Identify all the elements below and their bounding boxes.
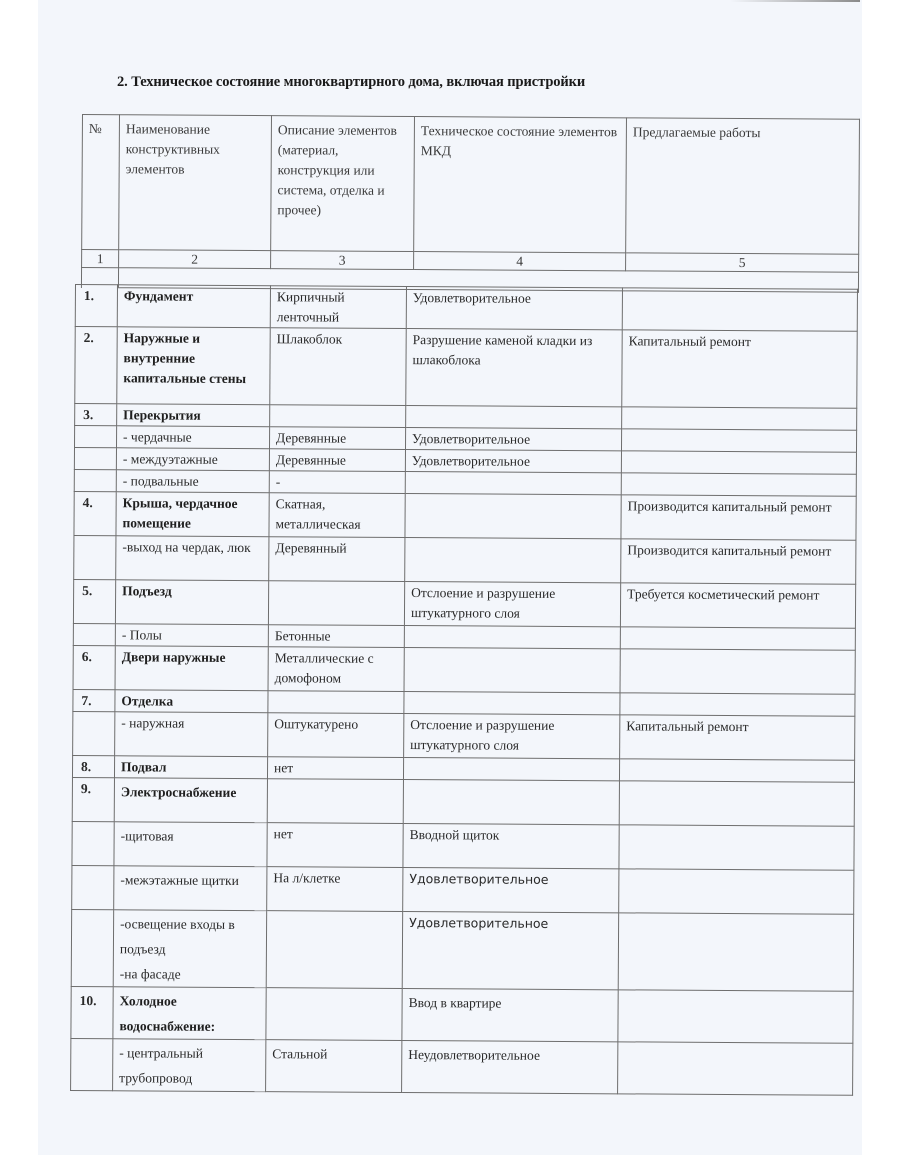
table-header (81, 114, 860, 293)
column-number: 5 (626, 253, 859, 272)
row-number (71, 909, 113, 986)
row-number: 10. (71, 986, 113, 1038)
row-element-name: -выход на чердак, люк (116, 536, 269, 581)
row-condition: Удовлетворительное (406, 287, 622, 330)
row-description (267, 779, 403, 824)
row-works (621, 429, 856, 452)
row-works: Капитальный ремонт (620, 715, 855, 760)
column-number: 2 (119, 250, 271, 269)
table-row (73, 645, 855, 694)
row-condition: Удовлетворительное (403, 868, 619, 913)
row-condition (403, 780, 619, 825)
row-description: Оштукатурено (268, 713, 404, 758)
row-description (266, 988, 402, 1041)
row-description: - (269, 471, 405, 494)
row-number: 2. (75, 327, 117, 404)
row-works (619, 781, 854, 826)
column-number: 4 (414, 252, 626, 271)
column-number: 1 (82, 250, 119, 268)
row-element-name: - Полы (115, 624, 268, 647)
row-condition (405, 538, 621, 583)
row-number (74, 535, 116, 579)
row-number (72, 865, 114, 909)
row-number: 5. (73, 579, 115, 623)
row-element-name: - подвальные (116, 470, 269, 493)
row-description (268, 691, 404, 714)
row-works (622, 407, 857, 430)
table-row (74, 491, 856, 540)
row-works (619, 825, 854, 870)
row-works (618, 1042, 853, 1095)
row-condition (404, 648, 620, 693)
row-number: 4. (74, 491, 116, 535)
row-description: Кирпичный ленточный (270, 286, 406, 329)
table-row (75, 327, 857, 409)
row-element-name: Холодное водоснабжение: (113, 987, 266, 1040)
row-description: Скатная, металлическая (269, 493, 405, 538)
row-condition: Удовлетворительное (405, 428, 621, 451)
row-condition: Разрушение каменой кладки из шлакоблока (406, 329, 622, 407)
row-number (72, 821, 114, 865)
row-number: 9. (72, 777, 114, 821)
row-element-name: Двери наружные (115, 646, 268, 691)
row-works (621, 451, 856, 474)
row-works: Производится капитальный ремонт (621, 539, 856, 584)
page-edge-shadow (730, 0, 860, 2)
row-element-name: - чердачные (117, 426, 270, 449)
row-element-name: -освещение входы в подъезд -на фасаде (113, 910, 266, 988)
row-number (71, 1038, 113, 1090)
header-number: № (82, 115, 120, 250)
row-condition (405, 494, 621, 539)
table-row (71, 1038, 853, 1095)
row-element-name: Подъезд (115, 580, 268, 625)
row-description: Деревянные (269, 427, 405, 450)
row-condition: Отслоение и разрушение штукатурного слоя (404, 714, 620, 759)
row-number: 8. (72, 755, 114, 777)
condition-table (70, 284, 858, 1096)
row-number: 3. (75, 404, 117, 426)
row-element-name: Отделка (115, 690, 268, 713)
row-description: Шлакоблок (270, 328, 406, 406)
section-title: 2. Техническое состояние многоквартирного дома, включая пристройки (117, 74, 586, 90)
table-row (72, 777, 854, 826)
row-condition (405, 472, 621, 495)
row-works: Требуется косметический ремонт (620, 583, 855, 628)
row-description: нет (267, 823, 403, 868)
row-element-name: Перекрытия (117, 404, 270, 427)
row-number (73, 623, 115, 645)
row-works (620, 627, 855, 650)
row-works (622, 288, 857, 331)
row-description: На л/клетке (267, 867, 403, 912)
row-description (266, 911, 402, 989)
row-number (74, 469, 116, 491)
row-condition (406, 406, 622, 429)
header-element-name: Наименование конструктивных элементов (119, 115, 272, 251)
row-description: нет (267, 757, 403, 780)
row-description: Деревянный (269, 537, 405, 582)
row-number (73, 711, 115, 755)
table-row (74, 535, 856, 584)
row-element-name: Электроснабжение (114, 778, 267, 823)
row-condition: Ввод в квартире (402, 989, 618, 1042)
row-number: 1. (75, 285, 117, 327)
table-row (75, 285, 857, 332)
table-row (73, 711, 855, 760)
table-row (72, 865, 854, 914)
row-element-name: Фундамент (117, 285, 270, 328)
row-condition (403, 758, 619, 781)
row-description (268, 581, 404, 626)
row-element-name: Наружные и внутренние капитальные стены (117, 327, 270, 405)
table-row (72, 821, 854, 870)
header-row (82, 115, 860, 255)
column-number: 3 (271, 251, 414, 270)
row-condition: Удовлетворительное (402, 912, 618, 990)
header-description: Описание элементов (материал, конструкция или система, отделка и прочее) (271, 116, 415, 252)
row-works (619, 869, 854, 914)
row-works (618, 913, 853, 991)
table-row (71, 909, 853, 991)
row-description: Стальной (266, 1040, 402, 1093)
row-description (270, 405, 406, 428)
row-element-name: Крыша, чердачное помещение (116, 492, 269, 537)
row-element-name: -щитовая (114, 822, 267, 867)
row-element-name: Подвал (114, 756, 267, 779)
table-row (73, 579, 855, 628)
row-condition (404, 692, 620, 715)
row-element-name: - наружная (115, 712, 268, 757)
row-number (74, 448, 116, 470)
row-element-name: - центральный трубопровод (113, 1039, 266, 1092)
row-number: 7. (73, 689, 115, 711)
row-works (621, 473, 856, 496)
row-condition: Неудовлетворительное (402, 1041, 618, 1094)
row-description: Металлические с домофоном (268, 647, 404, 692)
row-works (620, 649, 855, 694)
row-condition: Удовлетворительное (405, 450, 621, 473)
row-condition: Вводной щиток (403, 824, 619, 869)
row-works: Производится капитальный ремонт (621, 495, 856, 540)
row-works (620, 693, 855, 716)
row-description: Деревянные (269, 449, 405, 472)
row-condition (404, 626, 620, 649)
header-works: Предлагаемые работы (626, 118, 860, 254)
row-element-name: - междуэтажные (116, 448, 269, 471)
row-number (75, 426, 117, 448)
header-condition: Техническое состояние элементов МКД (414, 117, 627, 253)
row-description: Бетонные (268, 625, 404, 648)
row-works (619, 759, 854, 782)
row-condition: Отслоение и разрушение штукатурного слоя (404, 582, 620, 627)
row-number: 6. (73, 645, 115, 689)
row-works (618, 990, 853, 1043)
row-element-name: -межэтажные щитки (114, 866, 267, 911)
row-works: Капитальный ремонт (622, 330, 857, 408)
table-row (71, 986, 853, 1043)
